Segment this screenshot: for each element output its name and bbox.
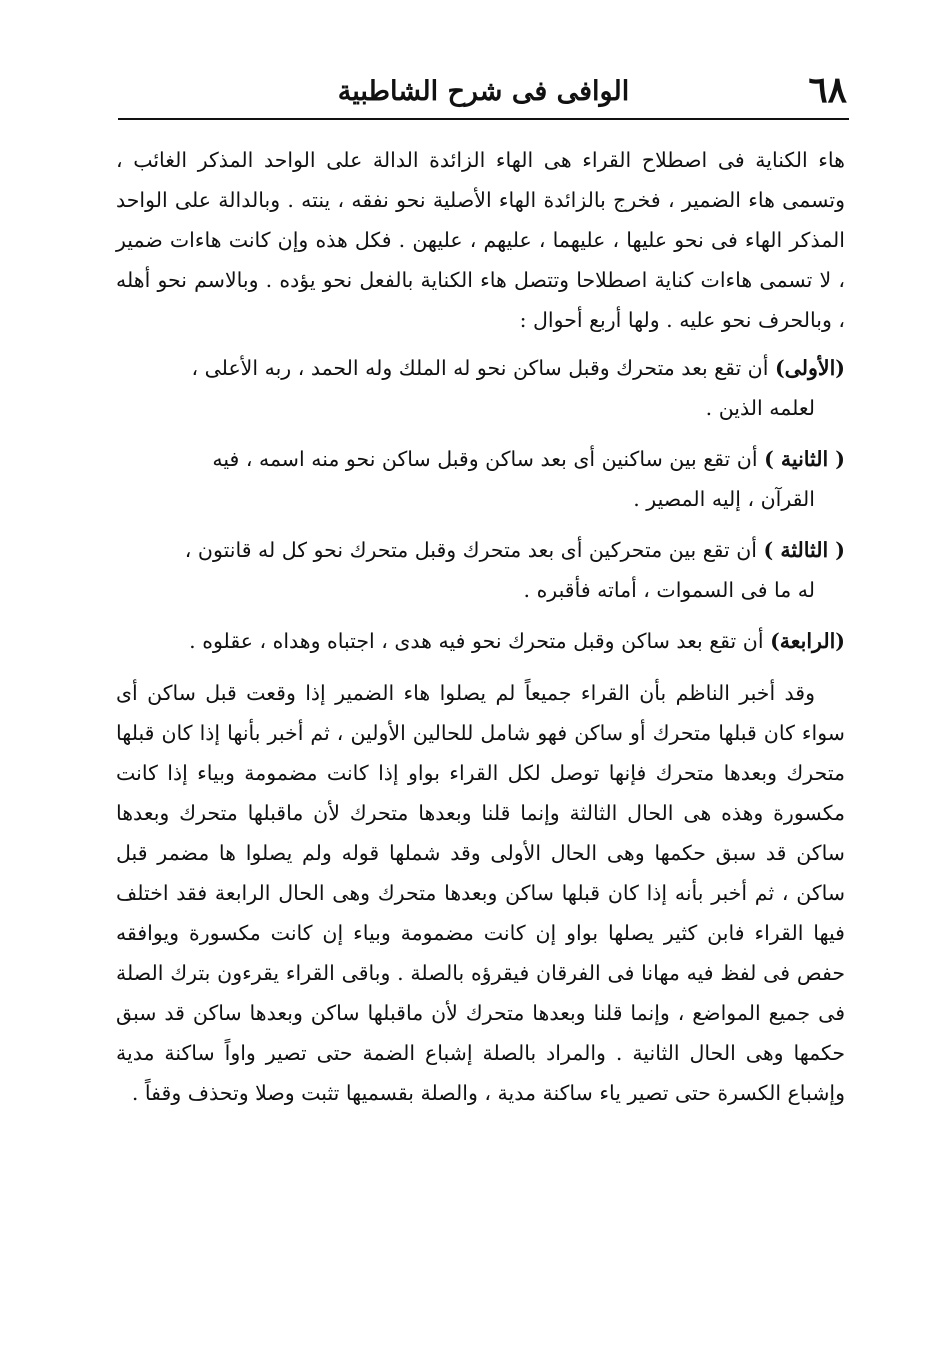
case-text: أن تقع بعد متحرك وقبل ساكن نحو له الملك وله الحمد ، ربه الأعلى ، [191,356,769,380]
case-continuation: له ما فى السموات ، أماته فأقبره . [523,578,815,602]
case-second [116,439,845,519]
intro-paragraph: هاء الكناية فى اصطلاح القراء هى الهاء الزائدة الدالة على الواحد المذكر الغائب ، وتسمى هاء الضمير ، فخرج بالزائدة الهاء الأصلية نحو نفقه ، ينته . وبالدالة على الواحد المذكر الهاء فى نحو عليها ، عليهما ، عليهم ، عليهن . فكل هذه وإن كانت هاءات ضمير ، لا تسمى هاءات كناية اصطلاحا وتتصل هاء الكناية بالفعل نحو يؤده . وبالاسم نحو أهله ، وبالحرف نحو عليه . ولها أربع أحوال : [116,148,845,332]
case-first [116,348,845,428]
case-continuation: القرآن ، إليه المصير . [633,487,815,511]
case-text: أن تقع بين متحركين أى بعد متحرك وقبل متحرك نحو كل له قانتون ، [184,538,757,562]
case-label: (الرابعة) [770,629,845,653]
running-title: الوافى فى شرح الشاطبية [337,76,630,107]
body-text [116,140,845,1113]
case-label: (الأولى) [774,356,845,380]
page-number: ٦٨ [808,69,847,111]
closing-paragraph: وقد أخبر الناظم بأن القراء جميعاً لم يصلوا هاء الضمير إذا وقعت قبل ساكن أى سواء كان قبلها متحرك أو ساكن فهو شامل للحالين الأولين ، ثم أخبر بأنها إذا كان قبلها متحرك وبعدها متحرك فإنها توصل لكل القراء بواو إذا كانت مضمومة وبياء إذا كانت مكسورة وهذه هى الحال الثالثة وإنما قلنا وبعدها متحرك لأن ماقبلها متحرك وبعدها ساكن قد سبق حكمها وهى الحال الأولى وقد شملها قوله ولم يصلوا ها مضمر قبل ساكن ، ثم أخبر بأنه إذا كان قبلها ساكن وبعدها متحرك وهى الحال الرابعة فقد اختلف فيها القراء فابن كثير يصلها بواو إن كانت مضمومة وبياء إن كانت مكسورة ويوافقه حفص فى لفظ فيه مهانا فى الفرقان فيقرؤه بالصلة . وباقى القراء يقرءون بترك الصلة فى جميع المواضع ، وإنما قلنا وبعدها متحرك لأن ماقبلها ساكن وبعدها ساكن قد سبق حكمها وهى الحال الثانية . والمراد بالصلة إشباع الضمة حتى تصير واواً ساكنة مدية وإشباع الكسرة حتى تصير ياء ساكنة مدية ، والصلة بقسميها تثبت وصلا وتحذف وقفاً . [116,681,845,1105]
case-fourth [116,621,845,661]
case-third [116,530,845,610]
case-label: ( الثالثة ) [763,538,845,562]
case-label: ( الثانية ) [764,447,845,471]
page-header [118,66,849,120]
case-text: أن تقع بعد ساكن وقبل متحرك نحو فيه هدى ، اجتباه وهداه ، عقلوه . [189,629,764,653]
case-text: أن تقع بين ساكنين أى بعد ساكن وقبل ساكن نحو منه اسمه ، فيه [212,447,758,471]
case-continuation: لعلمه الذين . [705,396,815,420]
